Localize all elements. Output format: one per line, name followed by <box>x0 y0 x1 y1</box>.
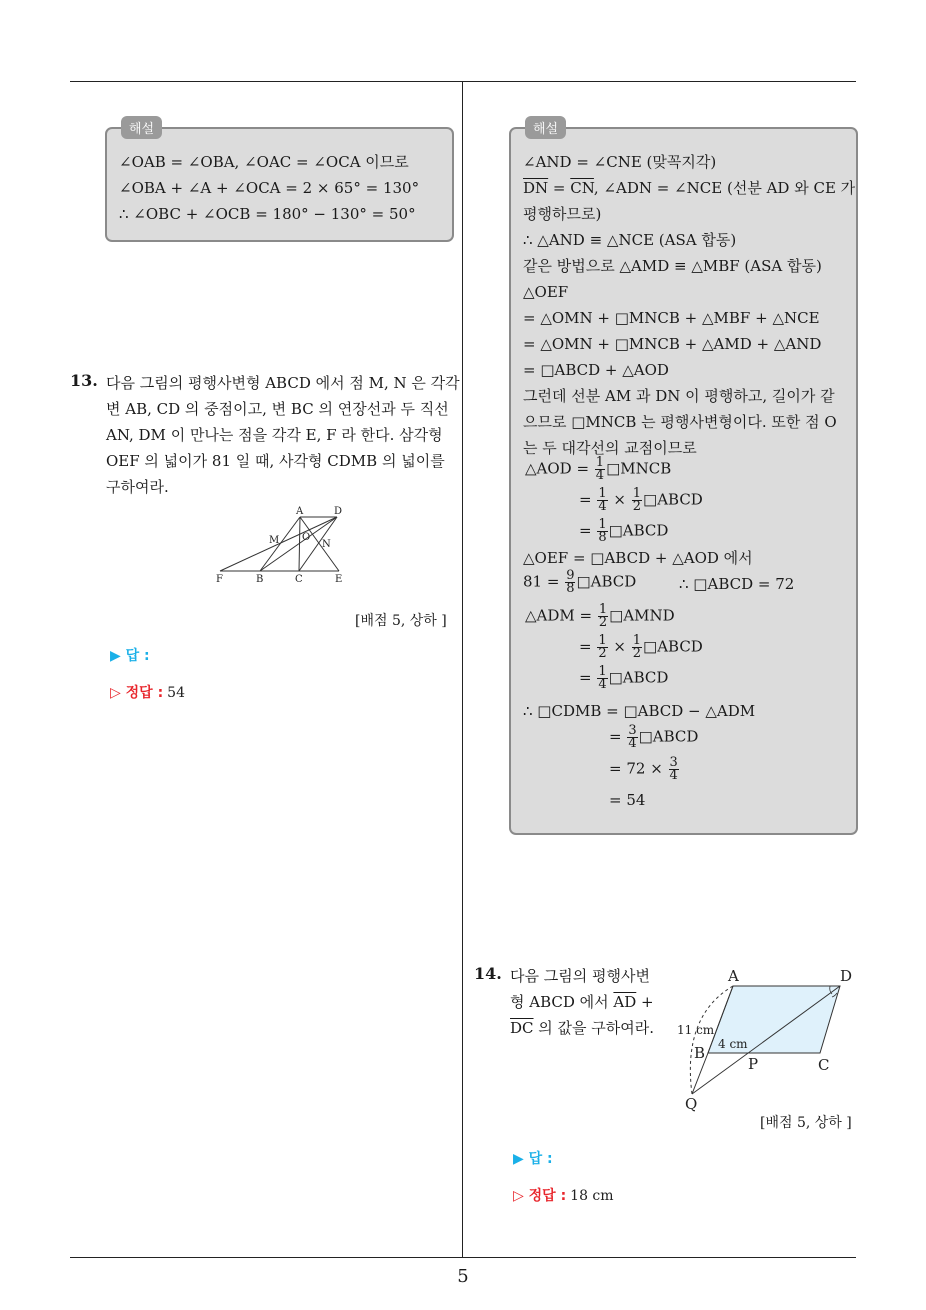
equation-cdmb-4: = 54 <box>609 791 646 809</box>
fig13-label-E: E <box>335 574 343 585</box>
fig14-label-D: D <box>840 967 853 985</box>
question-text-line: 변 AB, CD 의 중점이고, 변 BC 의 연장선과 두 직선 <box>106 400 449 418</box>
points-label-14: [배점 5, 상하 ] <box>760 1115 852 1131</box>
solution-line: △OEF = □ABCD + △AOD 에서 <box>523 549 753 567</box>
answer-key-label: ▷ 정답 : <box>513 1188 567 1204</box>
question-number-13: 13. <box>70 371 98 390</box>
solution-line: = △OMN + □MNCB + △MBF + △NCE <box>523 309 820 327</box>
answer-key-value: 54 <box>167 685 185 701</box>
solution-box-right <box>509 122 858 835</box>
fig14-length-4: 4 cm <box>718 1037 748 1051</box>
equation-adm-1: △ADM = $\frac{1}{2}$ □AMND <box>525 602 675 630</box>
fig13-label-D: D <box>334 506 343 517</box>
top-rule <box>70 81 856 82</box>
equation-adm-3: = $\frac{1}{4}$ □ABCD <box>579 664 669 692</box>
solution-tag: 해설 <box>525 116 566 139</box>
fig14-label-Q: Q <box>685 1095 698 1113</box>
solution-line: 평행하므로) <box>523 205 602 223</box>
equation-cdmb-1: ∴ □CDMB = □ABCD − △ADM <box>523 702 756 720</box>
question-text-line: 다음 그림의 평행사변 <box>510 967 650 985</box>
fig13-label-O: O <box>302 532 311 543</box>
fig13-label-A: A <box>296 506 304 517</box>
answer-key-label: ▷ 정답 : <box>110 685 164 701</box>
solution-line: 같은 방법으로 △AMD ≡ △MBF (ASA 합동) <box>523 257 822 275</box>
solution-line: $\overline{DN} = \overline{CN}$, ∠ADN = ∠NCE (선분 AD 와 CE 가 <box>523 179 856 197</box>
question-text-line: AN, DM 이 만나는 점을 각각 E, F 라 한다. 삼각형 <box>106 426 443 444</box>
solution-line: ∠OAB = ∠OBA, ∠OAC = ∠OCA 이므로 <box>119 153 409 171</box>
fig14-length-11: 11 cm <box>677 1023 715 1037</box>
points-label-13: [배점 5, 상하 ] <box>355 613 447 629</box>
solution-line: 는 두 대각선의 교점이므로 <box>523 439 697 457</box>
solution-tag: 해설 <box>121 116 162 139</box>
solution-line: ∴ △AND ≡ △NCE (ASA 합동) <box>523 231 737 249</box>
answer-prompt-14: ▶ 답 : <box>513 1151 553 1167</box>
solution-line: △OEF <box>523 283 569 301</box>
equation-aod-3: = $\frac{1}{8}$ □ABCD <box>579 517 669 545</box>
page-number: 5 <box>457 1266 469 1287</box>
solution-line: = △OMN + □MNCB + △AMD + △AND <box>523 335 822 353</box>
question-text-line: 구하여라. <box>106 478 169 496</box>
question-number-14: 14. <box>474 964 502 983</box>
fig14-label-B: B <box>694 1044 706 1062</box>
fig13-label-B: B <box>256 574 264 585</box>
equation-aod-1: △AOD = $\frac{1}{4}$ □MNCB <box>525 455 672 483</box>
question-text-line: 다음 그림의 평행사변형 ABCD 에서 점 M, N 은 각각 <box>106 374 460 392</box>
fig13-label-C: C <box>295 574 303 585</box>
equation-81-therefore: ∴ □ABCD = 72 <box>679 575 795 593</box>
solution-line: = □ABCD + △AOD <box>523 361 669 379</box>
solution-line: ∴ ∠OBC + ∠OCB = 180° − 130° = 50° <box>119 205 416 223</box>
solution-box-left <box>105 122 454 242</box>
solution-line: ∠OBA + ∠A + ∠OCA = 2 × 65° = 130° <box>119 179 420 197</box>
fig14-label-P: P <box>748 1055 759 1073</box>
answer-key-13 <box>110 682 185 702</box>
equation-cdmb-2: = $\frac{3}{4}$ □ABCD <box>609 723 699 751</box>
equation-aod-2: = $\frac{1}{4}$ × $\frac{1}{2}$ □ABCD <box>579 486 703 514</box>
bottom-rule <box>70 1257 856 1258</box>
equation-cdmb-3: = 72 × $\frac{3}{4}$ <box>609 755 678 783</box>
solution-line: ∠AND = ∠CNE (맞꼭지각) <box>523 153 717 171</box>
fig13-label-F: F <box>216 574 223 585</box>
fig14-label-C: C <box>818 1056 830 1074</box>
equation-81: 81 = $\frac{9}{8}$ □ABCD <box>523 568 637 596</box>
answer-prompt-13: ▶ 답 : <box>110 648 150 664</box>
equation-adm-2: = $\frac{1}{2}$ × $\frac{1}{2}$ □ABCD <box>579 633 703 661</box>
column-divider <box>462 82 463 1257</box>
solution-line: 그런데 선분 AM 과 DN 이 평행하고, 길이가 같 <box>523 387 835 405</box>
fig13-label-M: M <box>269 535 280 546</box>
question-text-line: $\overline{DC}$ 의 값을 구하여라. <box>510 1019 655 1037</box>
parallelogram-figure-14 <box>672 966 862 1116</box>
answer-key-value: 18 cm <box>570 1188 614 1204</box>
solution-line: 으므로 □MNCB 는 평행사변형이다. 또한 점 O <box>523 413 837 431</box>
answer-key-14 <box>513 1185 614 1205</box>
fig14-label-A: A <box>728 967 739 985</box>
parallelogram-figure-13 <box>210 500 360 588</box>
fig13-label-N: N <box>322 539 331 550</box>
question-text-line: OEF 의 넓이가 81 일 때, 사각형 CDMB 의 넓이를 <box>106 452 445 470</box>
question-text-line: 형 ABCD 에서 $\overline{AD}$ + <box>510 993 654 1011</box>
